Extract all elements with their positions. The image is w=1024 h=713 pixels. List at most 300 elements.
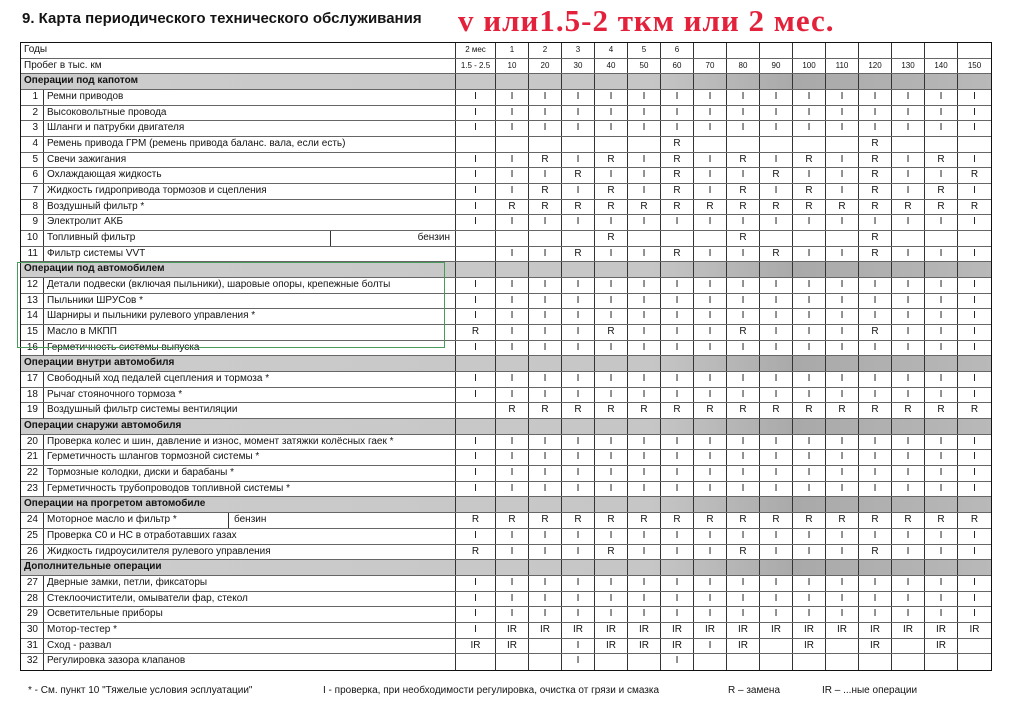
schedule-cell: I [760,90,793,105]
operation-name: Дверные замки, петли, фиксаторы [47,576,208,588]
schedule-cell: I [496,529,529,544]
schedule-cell: I [456,607,496,622]
schedule-cell: I [892,482,925,497]
schedule-cell [760,639,793,654]
schedule-cell: I [628,309,661,324]
schedule-cell [456,654,496,670]
row-number: 23 [21,482,44,497]
section-cell [925,497,958,512]
schedule-cell: I [793,106,826,121]
section-cell [793,560,826,575]
schedule-cell: I [595,90,628,105]
schedule-cell: I [562,294,595,309]
schedule-cell: I [456,592,496,607]
operation-label [44,576,456,591]
maintenance-row [21,623,991,639]
schedule-cell: I [661,215,694,230]
schedule-cell: I [628,184,661,199]
years-label: Годы [21,43,456,58]
operation-name: Охлаждающая жидкость [47,169,162,181]
schedule-cell: I [793,466,826,481]
section-cell [595,497,628,512]
schedule-cell [595,654,628,670]
schedule-cell: I [694,482,727,497]
schedule-cell: I [661,654,694,670]
year-cell: 2 [529,43,562,58]
schedule-cell: I [529,482,562,497]
schedule-cell: I [760,184,793,199]
section-cell [760,262,793,277]
operation-label [44,215,456,230]
schedule-cell: I [859,121,892,136]
schedule-cell: I [661,106,694,121]
schedule-cell: I [529,466,562,481]
maintenance-row [21,592,991,608]
schedule-cell: I [562,576,595,591]
schedule-cell: I [892,466,925,481]
schedule-cell: R [562,168,595,183]
schedule-cell: I [859,435,892,450]
mileage-cell: 120 [859,59,892,74]
schedule-cell: IR [760,623,793,638]
schedule-cell: I [661,592,694,607]
schedule-cell: I [760,450,793,465]
schedule-cell: R [925,200,958,215]
schedule-cell: I [529,168,562,183]
schedule-cell: I [694,215,727,230]
schedule-cell: I [793,388,826,403]
schedule-cell: R [628,200,661,215]
schedule-cell: I [826,184,859,199]
schedule-cell: I [826,153,859,168]
schedule-cell: I [925,607,958,622]
schedule-cell: R [793,153,826,168]
schedule-cell: R [496,403,529,418]
operation-name: Ремни приводов [47,91,124,103]
schedule-cell: I [826,576,859,591]
schedule-cell: R [970,169,979,181]
schedule-cell: I [628,466,661,481]
operation-name: Ремень привода ГРМ (ремень привода баланс. вала, если есть) [47,138,346,150]
schedule-cell: I [562,341,595,356]
schedule-cell [628,231,661,246]
schedule-cell: I [661,388,694,403]
page-title: 9. Карта периодического технического обслуживания [22,10,422,27]
schedule-cell: I [562,325,595,340]
schedule-cell: I [760,215,793,230]
schedule-cell: I [562,639,595,654]
schedule-cell: I [496,466,529,481]
year-cell [892,43,925,58]
maintenance-row [21,545,991,561]
schedule-cell: I [973,482,976,494]
schedule-cell [760,654,793,670]
schedule-cell: R [760,513,793,528]
handwritten-note: v или1.5-2 ткм или 2 мес. [458,3,835,38]
maintenance-row [21,450,991,466]
schedule-cell: I [973,451,976,463]
operation-label [44,278,456,293]
operation-label [44,403,456,418]
schedule-cell: I [628,388,661,403]
schedule-cell: I [562,90,595,105]
schedule-cell: I [859,106,892,121]
section-cell [694,419,727,434]
operation-label [44,184,456,199]
schedule-cell: I [826,341,859,356]
schedule-cell [529,654,562,670]
operation-label [44,200,456,215]
section-cell [562,356,595,371]
schedule-cell: I [529,545,562,560]
schedule-cell: R [595,545,628,560]
schedule-cell [760,137,793,152]
schedule-cell: I [973,373,976,385]
schedule-cell: IR [793,623,826,638]
operation-label [44,137,456,152]
section-cell [892,419,925,434]
section-cell [595,262,628,277]
schedule-cell: I [694,607,727,622]
year-cell [859,43,892,58]
schedule-cell: I [760,341,793,356]
schedule-cell: I [694,450,727,465]
schedule-cell: R [859,153,892,168]
schedule-cell: I [859,450,892,465]
schedule-cell: I [859,372,892,387]
row-number: 16 [21,341,44,356]
schedule-cell: I [826,121,859,136]
schedule-cell: I [892,106,925,121]
schedule-cell: R [970,200,979,212]
schedule-cell: I [562,482,595,497]
operation-label [44,247,456,262]
schedule-cell: I [628,278,661,293]
row-number: 31 [21,639,44,654]
schedule-cell: I [694,576,727,591]
schedule-cell: I [628,576,661,591]
schedule-cell: I [456,372,496,387]
schedule-cell: I [793,325,826,340]
maintenance-row [21,90,991,106]
schedule-cell: I [694,341,727,356]
schedule-cell: I [628,153,661,168]
section-cell [456,497,496,512]
schedule-cell: I [456,200,496,215]
schedule-cell: I [694,592,727,607]
schedule-cell: I [925,545,958,560]
schedule-cell: R [859,200,892,215]
schedule-cell: R [456,325,496,340]
schedule-cell: I [529,121,562,136]
schedule-cell: I [727,592,760,607]
schedule-cell: I [973,294,976,306]
schedule-cell [529,231,562,246]
schedule-cell: I [694,153,727,168]
schedule-cell: I [661,278,694,293]
schedule-cell [958,137,991,152]
year-cell [760,43,793,58]
operation-label [44,466,456,481]
schedule-cell: IR [859,623,892,638]
schedule-cell: I [973,388,976,400]
row-number: 12 [21,278,44,293]
maintenance-row [21,576,991,592]
operation-label [44,231,456,246]
schedule-cell: I [456,153,496,168]
schedule-cell: IR [892,623,925,638]
section-cell [628,262,661,277]
schedule-cell: R [892,513,925,528]
schedule-cell: I [925,592,958,607]
schedule-cell: I [694,372,727,387]
schedule-cell: I [727,247,760,262]
section-cell [925,419,958,434]
schedule-cell: I [826,529,859,544]
section-cell [529,419,562,434]
schedule-cell: R [970,404,979,416]
section-cell [628,356,661,371]
section-cell [793,74,826,89]
section-cell [628,497,661,512]
schedule-cell: R [661,403,694,418]
section-cell [925,560,958,575]
schedule-cell: I [562,184,595,199]
section-cell [727,74,760,89]
operation-name: Герметичность системы выпуска [47,341,200,353]
row-number: 5 [21,153,44,168]
schedule-cell: R [595,200,628,215]
schedule-cell: I [826,372,859,387]
schedule-cell: I [595,607,628,622]
maintenance-row [21,278,991,294]
schedule-cell: R [760,247,793,262]
schedule-cell: I [456,168,496,183]
schedule-cell [826,137,859,152]
schedule-cell: R [826,200,859,215]
schedule-cell: R [496,513,529,528]
schedule-cell: I [793,450,826,465]
section-cell [859,497,892,512]
schedule-cell: I [496,341,529,356]
schedule-cell: I [760,106,793,121]
schedule-cell: R [496,200,529,215]
schedule-cell: R [970,514,979,526]
row-number: 29 [21,607,44,622]
schedule-cell: I [562,215,595,230]
schedule-cell: IR [661,623,694,638]
schedule-cell: I [727,576,760,591]
row-number: 15 [21,325,44,340]
schedule-cell: IR [694,623,727,638]
schedule-cell: I [727,388,760,403]
schedule-cell: IR [595,623,628,638]
schedule-cell: I [793,529,826,544]
row-number: 22 [21,466,44,481]
schedule-cell: R [826,513,859,528]
schedule-cell: I [595,529,628,544]
row-number: 14 [21,309,44,324]
section-cell [562,560,595,575]
schedule-cell: I [760,607,793,622]
schedule-cell: R [661,137,694,152]
schedule-cell: I [826,466,859,481]
schedule-cell: I [760,121,793,136]
schedule-cell: I [727,435,760,450]
row-number: 24 [21,513,44,528]
schedule-cell: I [562,607,595,622]
schedule-cell: I [892,90,925,105]
mileage-cell: 90 [760,59,793,74]
schedule-cell [628,137,661,152]
schedule-cell: IR [969,623,980,635]
schedule-cell: R [661,247,694,262]
schedule-cell: I [496,294,529,309]
maintenance-row [21,388,991,404]
schedule-cell: I [727,90,760,105]
schedule-cell: I [661,466,694,481]
schedule-cell: R [661,153,694,168]
section-cell [760,497,793,512]
schedule-cell: R [760,200,793,215]
schedule-cell: I [595,168,628,183]
section-cell [562,497,595,512]
section-cell [661,262,694,277]
schedule-cell: I [456,450,496,465]
schedule-cell: I [973,185,976,197]
schedule-cell: R [595,184,628,199]
maintenance-row [21,654,991,670]
schedule-cell: I [973,106,976,118]
row-number: 17 [21,372,44,387]
schedule-cell: I [826,325,859,340]
section-header [21,560,991,576]
schedule-cell: I [973,435,976,447]
operation-name: Жидкость гидроусилителя рулевого управления [47,545,271,557]
section-cell [727,497,760,512]
schedule-cell: I [727,529,760,544]
row-number: 13 [21,294,44,309]
schedule-cell: I [456,215,496,230]
schedule-cell: I [496,90,529,105]
year-cell: 6 [661,43,694,58]
section-cell [595,560,628,575]
schedule-cell: I [628,121,661,136]
schedule-cell [925,231,958,246]
schedule-cell: I [496,278,529,293]
operation-name: Стеклоочистители, омыватели фар, стекол [47,592,248,604]
operation-name: Проверка колес и шин, давление и износ, момент затяжки колёсных гаек * [47,435,394,447]
schedule-cell: I [727,341,760,356]
maintenance-row [21,184,991,200]
schedule-cell: R [727,325,760,340]
schedule-cell: I [793,90,826,105]
operation-name: Воздушный фильтр системы вентиляции [47,404,238,416]
section-title: Операции на прогретом автомобиле [21,497,456,512]
schedule-cell: I [973,310,976,322]
schedule-cell: I [595,341,628,356]
schedule-cell: R [628,403,661,418]
schedule-cell: I [562,121,595,136]
row-number: 19 [21,403,44,418]
schedule-cell: I [925,466,958,481]
schedule-cell: I [456,388,496,403]
schedule-cell: I [694,90,727,105]
schedule-cell: I [892,325,925,340]
section-cell [456,262,496,277]
schedule-cell: I [859,576,892,591]
maintenance-row [21,529,991,545]
schedule-cell: I [826,482,859,497]
schedule-cell: I [727,215,760,230]
section-cell [760,356,793,371]
operation-label [44,450,456,465]
section-cell [958,356,991,371]
schedule-cell: I [529,435,562,450]
schedule-cell: I [826,607,859,622]
row-number: 27 [21,576,44,591]
operation-label [44,168,456,183]
schedule-cell: I [925,90,958,105]
schedule-cell: R [661,184,694,199]
schedule-cell: IR [456,639,496,654]
operation-name: Масло в МКПП [47,326,117,338]
operation-name: Моторное масло и фильтр * [47,514,177,526]
schedule-cell: I [760,529,793,544]
schedule-cell [727,137,760,152]
maintenance-row [21,121,991,137]
section-cell [892,356,925,371]
schedule-cell: I [628,106,661,121]
section-cell [859,419,892,434]
schedule-cell: I [661,325,694,340]
section-cell [661,560,694,575]
schedule-cell: I [793,294,826,309]
schedule-cell: I [595,294,628,309]
schedule-cell: I [925,576,958,591]
row-number: 8 [21,200,44,215]
section-header [21,419,991,435]
schedule-cell: IR [661,639,694,654]
schedule-cell: R [694,200,727,215]
maintenance-row [21,466,991,482]
schedule-cell: I [892,388,925,403]
schedule-cell: I [760,294,793,309]
row-number: 21 [21,450,44,465]
operation-label [44,639,456,654]
schedule-cell: I [760,435,793,450]
schedule-cell: I [694,247,727,262]
maintenance-schedule-table [20,42,992,671]
schedule-cell: I [760,482,793,497]
operation-label [44,592,456,607]
schedule-cell: I [760,278,793,293]
schedule-cell [892,231,925,246]
schedule-cell: I [496,121,529,136]
schedule-cell: I [859,294,892,309]
schedule-cell: I [793,545,826,560]
schedule-cell: I [529,294,562,309]
schedule-cell: I [496,153,529,168]
schedule-cell: I [661,90,694,105]
schedule-cell: I [496,607,529,622]
section-cell [760,560,793,575]
footnote-heavy-conditions: * - См. пункт 10 "Тяжелые условия эсплуатации" [28,685,253,696]
schedule-cell: I [529,247,562,262]
schedule-cell: I [529,372,562,387]
schedule-cell: I [793,215,826,230]
section-cell [760,74,793,89]
